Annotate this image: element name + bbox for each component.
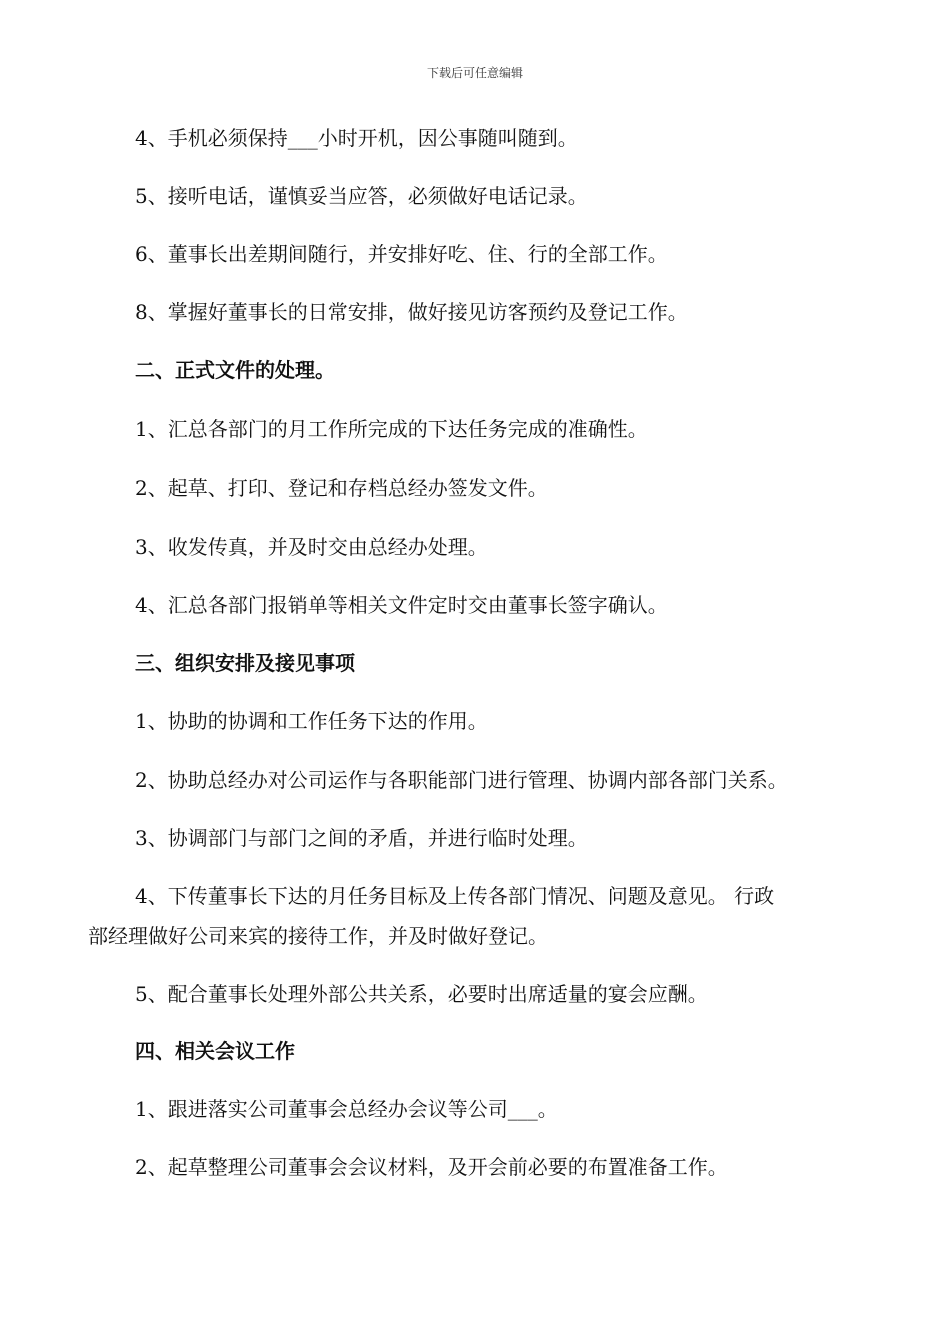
section-heading: 三、组织安排及接见事项 xyxy=(135,651,355,675)
section-heading: 四、相关会议工作 xyxy=(135,1039,295,1063)
page-header: 下载后可任意编辑 xyxy=(426,66,523,80)
section-heading: 二、正式文件的处理。 xyxy=(135,358,335,382)
paragraph-line: 4、下传董事长下达的月任务目标及上传各部门情况、问题及意见。 行政 xyxy=(135,884,775,908)
list-item: 6、董事长出差期间随行，并安排好吃、住、行的全部工作。 xyxy=(135,242,668,266)
list-item: 1、汇总各部门的月工作所完成的下达任务完成的准确性。 xyxy=(135,417,648,441)
list-item: 8、掌握好董事长的日常安排，做好接见访客预约及登记工作。 xyxy=(135,300,688,324)
list-item: 4、手机必须保持___小时开机，因公事随叫随到。 xyxy=(135,126,578,150)
list-item: 2、起草整理公司董事会会议材料，及开会前必要的布置准备工作。 xyxy=(135,1155,728,1179)
list-item: 5、接听电话，谨慎妥当应答，必须做好电话记录。 xyxy=(135,184,588,208)
list-item: 1、协助的协调和工作任务下达的作用。 xyxy=(135,709,488,733)
list-item: 2、起草、打印、登记和存档总经办签发文件。 xyxy=(135,476,548,500)
list-item: 2、协助总经办对公司运作与各职能部门进行管理、协调内部各部门关系。 xyxy=(135,768,788,792)
list-item: 1、跟进落实公司董事会总经办会议等公司___。 xyxy=(135,1097,558,1121)
list-item: 5、配合董事长处理外部公共关系，必要时出席适量的宴会应酬。 xyxy=(135,982,708,1006)
list-item: 4、汇总各部门报销单等相关文件定时交由董事长签字确认。 xyxy=(135,593,668,617)
list-item: 3、收发传真，并及时交由总经办处理。 xyxy=(135,535,488,559)
list-item: 3、协调部门与部门之间的矛盾，并进行临时处理。 xyxy=(135,826,588,850)
paragraph-line: 部经理做好公司来宾的接待工作，并及时做好登记。 xyxy=(88,924,548,948)
